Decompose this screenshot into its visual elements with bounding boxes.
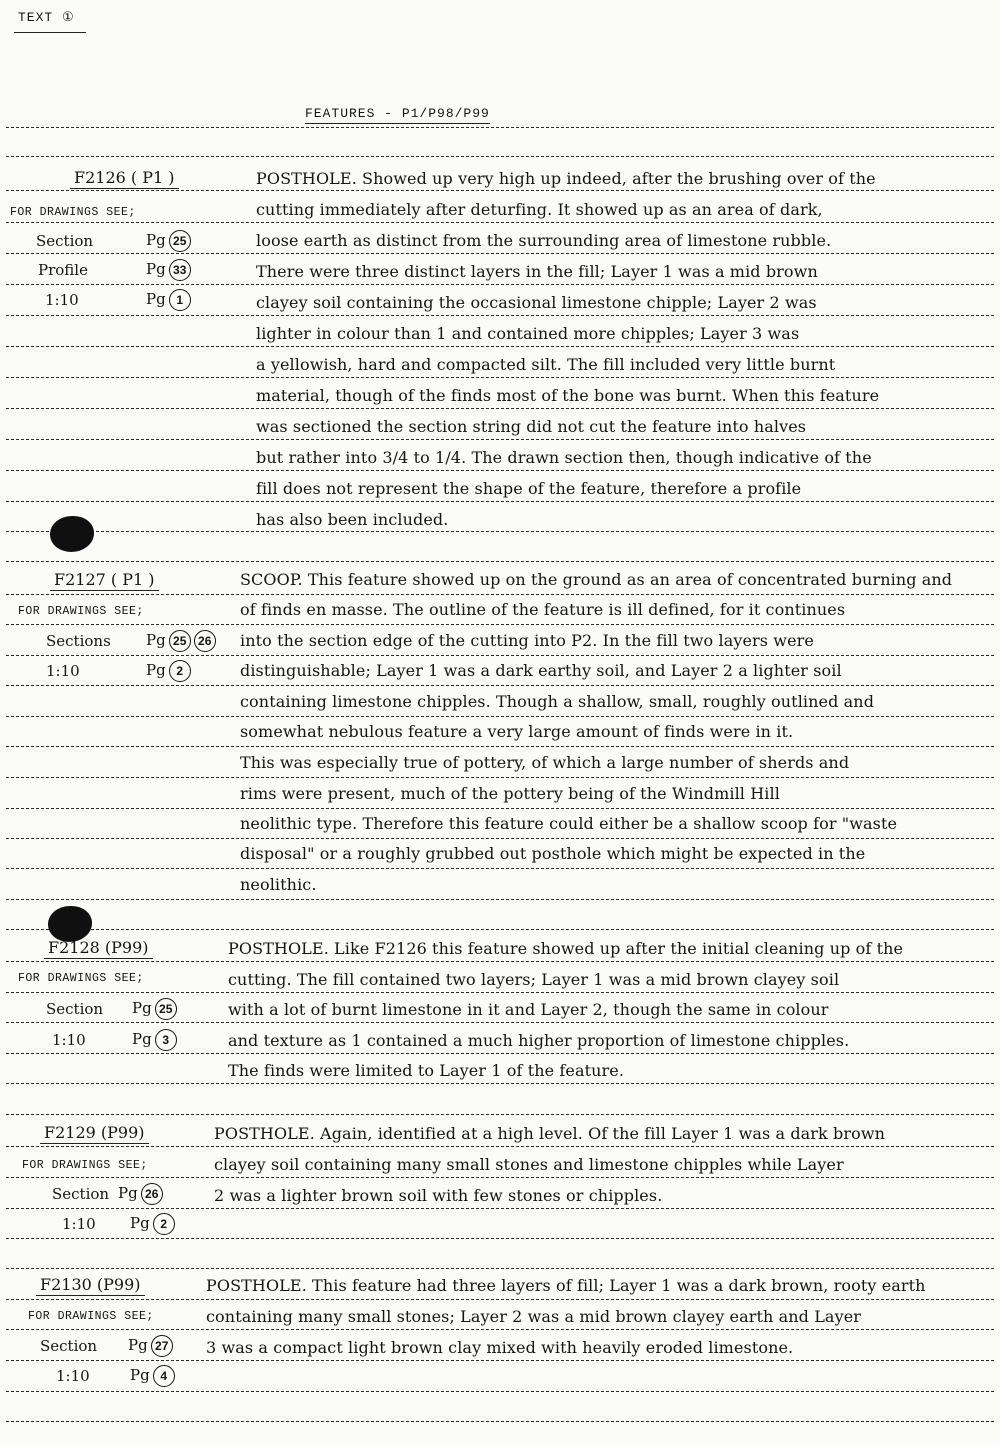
description-line: neolithic. bbox=[240, 875, 317, 894]
ruled-line bbox=[6, 1053, 994, 1054]
page-number-circle: 2 bbox=[169, 660, 191, 682]
drawing-ref-label: 1:10 bbox=[52, 1031, 86, 1049]
ruled-line bbox=[6, 1238, 994, 1239]
drawing-ref-page: Pg 25 bbox=[132, 998, 177, 1020]
description-line: cutting immediately after deturfing. It showed up as an area of dark, bbox=[256, 200, 823, 219]
drawings-see-label: FOR DRAWINGS SEE; bbox=[18, 605, 144, 618]
description-line: fill does not represent the shape of the feature, therefore a profile bbox=[256, 479, 802, 498]
ruled-line bbox=[6, 1022, 994, 1023]
drawing-ref-page: Pg 27 bbox=[128, 1335, 173, 1357]
ruled-line bbox=[6, 838, 994, 839]
drawing-ref-page: Pg 2 bbox=[130, 1213, 175, 1235]
ruled-line bbox=[6, 346, 994, 347]
ruled-line bbox=[6, 1268, 994, 1269]
ruled-line bbox=[6, 561, 994, 562]
description-line: disposal" or a roughly grubbed out posthole which might be expected in the bbox=[240, 844, 866, 863]
description-line: 3 was a compact light brown clay mixed with heavily eroded limestone. bbox=[206, 1338, 794, 1357]
ruled-line bbox=[6, 808, 994, 809]
drawing-ref-page: Pg 25 26 bbox=[146, 630, 216, 652]
drawing-ref-page: Pg 26 bbox=[118, 1183, 163, 1205]
drawings-see-label: FOR DRAWINGS SEE; bbox=[28, 1310, 154, 1323]
drawing-ref-label: 1:10 bbox=[46, 662, 80, 680]
ruled-line bbox=[6, 408, 994, 409]
ruled-line bbox=[6, 222, 994, 223]
drawing-ref-label: 1:10 bbox=[56, 1367, 90, 1385]
description-line: and texture as 1 contained a much higher proportion of limestone chipples. bbox=[228, 1031, 850, 1050]
description-line: clayey soil containing many small stones and limestone chipples while Layer bbox=[214, 1155, 844, 1174]
ruled-line bbox=[6, 992, 994, 993]
ruled-line bbox=[6, 501, 994, 502]
description-line: This was especially true of pottery, of which a large number of sherds and bbox=[240, 753, 850, 772]
description-line: POSTHOLE. Showed up very high up indeed, after the brushing over of the bbox=[256, 169, 876, 188]
description-line: SCOOP. This feature showed up on the ground as an area of concentrated burning and bbox=[240, 570, 953, 589]
ruled-line bbox=[6, 127, 994, 128]
description-line: containing limestone chipples. Though a shallow, small, roughly outlined and bbox=[240, 692, 875, 711]
page-number-circle: 27 bbox=[151, 1335, 173, 1357]
description-line: POSTHOLE. Like F2126 this feature showed up after the initial cleaning up of the bbox=[228, 939, 904, 958]
ruled-line bbox=[6, 470, 994, 471]
drawings-see-label: FOR DRAWINGS SEE; bbox=[10, 206, 136, 219]
ruled-line bbox=[6, 1146, 994, 1147]
ruled-line bbox=[6, 624, 994, 625]
ruled-line bbox=[6, 1083, 994, 1084]
drawing-ref-page: Pg 33 bbox=[146, 259, 191, 281]
page-number-circle: 25 bbox=[169, 230, 191, 252]
ruled-line bbox=[6, 1208, 994, 1209]
page-number-circle: 3 bbox=[155, 1029, 177, 1051]
description-line: somewhat nebulous feature a very large amount of finds were in it. bbox=[240, 722, 794, 741]
description-line: but rather into 3/4 to 1/4. The drawn section then, though indicative of the bbox=[256, 448, 872, 467]
ruled-line bbox=[6, 655, 994, 656]
description-line: was sectioned the section string did not cut the feature into halves bbox=[256, 417, 807, 436]
ruled-line bbox=[6, 716, 994, 717]
drawings-see-label: FOR DRAWINGS SEE; bbox=[22, 1159, 148, 1172]
ruled-line bbox=[6, 1177, 994, 1178]
ruled-line bbox=[6, 284, 994, 285]
ruled-line bbox=[6, 1360, 994, 1361]
drawing-ref-label: Section bbox=[36, 232, 94, 250]
feature-id: F2130 (P99) bbox=[36, 1275, 145, 1296]
page-number-circle: 1 bbox=[169, 289, 191, 311]
ruled-line bbox=[6, 929, 994, 930]
ruled-line bbox=[6, 439, 994, 440]
ruled-line bbox=[6, 961, 994, 962]
description-line: 2 was a lighter brown soil with few stones or chipples. bbox=[214, 1186, 663, 1205]
ruled-line bbox=[6, 1421, 994, 1422]
ruled-line bbox=[6, 190, 994, 191]
ruled-line bbox=[6, 253, 994, 254]
page-label: TEXT ① bbox=[18, 10, 75, 25]
drawing-ref-page: Pg 25 bbox=[146, 230, 191, 252]
page-number-circle: 25 bbox=[169, 630, 191, 652]
feature-id: F2126 ( P1 ) bbox=[70, 168, 179, 189]
description-line: of finds en masse. The outline of the feature is ill defined, for it continues bbox=[240, 600, 846, 619]
ruled-line bbox=[6, 531, 994, 532]
drawing-ref-label: 1:10 bbox=[62, 1215, 96, 1233]
description-line: distinguishable; Layer 1 was a dark earthy soil, and Layer 2 a lighter soil bbox=[240, 661, 842, 680]
description-line: POSTHOLE. This feature had three layers of fill; Layer 1 was a dark brown, rooty earth bbox=[206, 1276, 926, 1295]
drawing-ref-label: Sections bbox=[46, 632, 111, 650]
drawing-ref-page: Pg 1 bbox=[146, 289, 191, 311]
description-line: a yellowish, hard and compacted silt. The fill included very little burnt bbox=[256, 355, 836, 374]
description-line: cutting. The fill contained two layers; Layer 1 was a mid brown clayey soil bbox=[228, 970, 840, 989]
description-line: rims were present, much of the pottery being of the Windmill Hill bbox=[240, 784, 780, 803]
ruled-line bbox=[6, 1114, 994, 1115]
description-line: clayey soil containing the occasional limestone chipple; Layer 2 was bbox=[256, 293, 817, 312]
feature-id: F2127 ( P1 ) bbox=[50, 570, 159, 591]
drawing-ref-page: Pg 2 bbox=[146, 660, 191, 682]
description-line: containing many small stones; Layer 2 was a mid brown clayey earth and Layer bbox=[206, 1307, 862, 1326]
description-line: has also been included. bbox=[256, 510, 449, 529]
description-line: neolithic type. Therefore this feature could either be a shallow scoop for "waste bbox=[240, 814, 898, 833]
drawings-see-label: FOR DRAWINGS SEE; bbox=[18, 972, 144, 985]
drawing-ref-label: Section bbox=[52, 1185, 110, 1203]
ruled-line bbox=[6, 746, 994, 747]
feature-id: F2129 (P99) bbox=[40, 1123, 149, 1144]
description-line: into the section edge of the cutting into P2. In the fill two layers were bbox=[240, 631, 814, 650]
description-line: lighter in colour than 1 and contained more chipples; Layer 3 was bbox=[256, 324, 800, 343]
description-line: material, though of the finds most of the bone was burnt. When this feature bbox=[256, 386, 880, 405]
page-number-circle: 26 bbox=[194, 630, 216, 652]
ruled-line bbox=[6, 777, 994, 778]
page-number-circle: 33 bbox=[169, 259, 191, 281]
page-number-circle: 26 bbox=[141, 1183, 163, 1205]
ruled-line bbox=[6, 685, 994, 686]
description-line: The finds were limited to Layer 1 of the feature. bbox=[228, 1061, 625, 1080]
description-line: POSTHOLE. Again, identified at a high level. Of the fill Layer 1 was a dark brown bbox=[214, 1124, 886, 1143]
drawing-ref-label: Section bbox=[40, 1337, 98, 1355]
drawing-ref-label: 1:10 bbox=[45, 291, 79, 309]
page-number-circle: 2 bbox=[153, 1213, 175, 1235]
ruled-line bbox=[6, 315, 994, 316]
ruled-line bbox=[6, 899, 994, 900]
drawing-ref-label: Section bbox=[46, 1000, 104, 1018]
ink-blot bbox=[48, 906, 92, 942]
drawing-ref-page: Pg 4 bbox=[130, 1365, 175, 1387]
feature-id: F2128 (P99) bbox=[44, 938, 153, 959]
ruled-line bbox=[6, 1329, 994, 1330]
drawing-ref-label: Profile bbox=[38, 261, 88, 279]
drawing-ref-page: Pg 3 bbox=[132, 1029, 177, 1051]
description-line: with a lot of burnt limestone in it and Layer 2, though the same in colour bbox=[228, 1000, 829, 1019]
page-number-circle: 4 bbox=[153, 1365, 175, 1387]
ruled-line bbox=[6, 1299, 994, 1300]
page-number-circle: 25 bbox=[155, 998, 177, 1020]
page-label-underline bbox=[14, 32, 86, 33]
ruled-line bbox=[6, 156, 994, 157]
ruled-line bbox=[6, 868, 994, 869]
ruled-line bbox=[6, 377, 994, 378]
ruled-line bbox=[6, 1391, 994, 1392]
page-header: FEATURES - P1/P98/P99 bbox=[305, 106, 490, 124]
ruled-line bbox=[6, 594, 994, 595]
description-line: loose earth as distinct from the surrounding area of limestone rubble. bbox=[256, 231, 832, 250]
description-line: There were three distinct layers in the fill; Layer 1 was a mid brown bbox=[256, 262, 818, 281]
ink-blot bbox=[50, 516, 94, 552]
